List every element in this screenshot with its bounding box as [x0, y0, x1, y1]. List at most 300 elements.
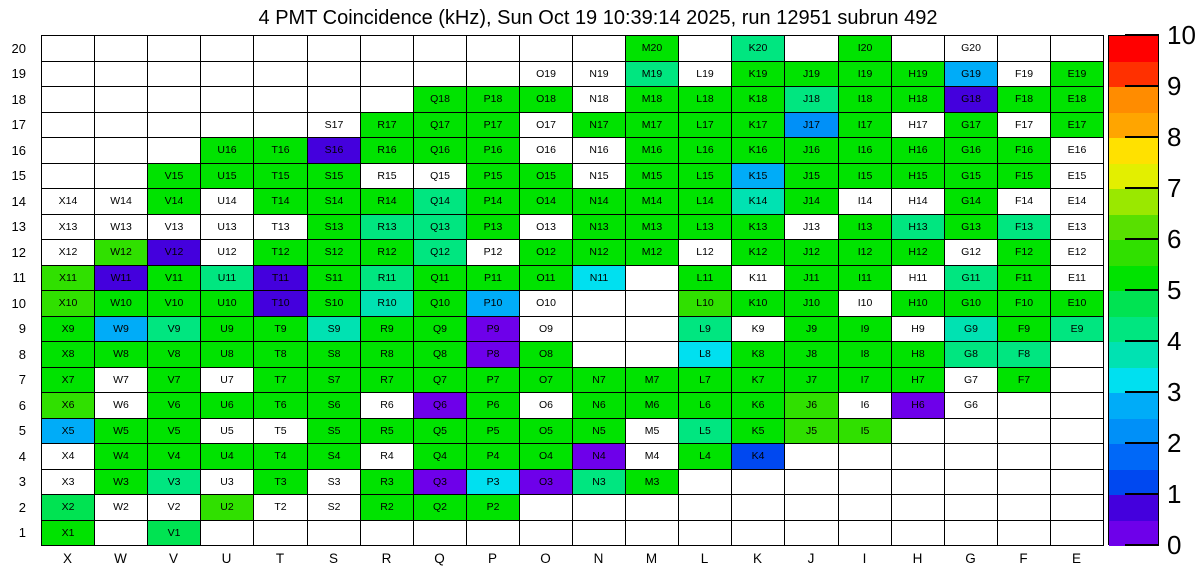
heatmap-cell-H14: H14	[891, 188, 945, 215]
heatmap-cell-empty	[94, 112, 148, 138]
heatmap-cell-L10: L10	[678, 290, 732, 317]
heatmap-cell-R3: R3	[360, 469, 414, 495]
colorbar-tick	[1125, 493, 1159, 495]
heatmap-cell-N3: N3	[572, 469, 626, 495]
heatmap-cell-empty	[360, 35, 414, 62]
heatmap-cell-T14: T14	[253, 188, 308, 215]
heatmap-cell-R8: R8	[360, 341, 414, 368]
x-axis-label: S	[328, 551, 338, 566]
heatmap-cell-X10: X10	[41, 290, 95, 317]
heatmap-cell-K9: K9	[731, 316, 785, 342]
heatmap-cell-F19: F19	[997, 61, 1051, 87]
heatmap-cell-Q2: Q2	[413, 494, 467, 521]
y-axis-label: 11	[12, 270, 26, 285]
colorbar-band	[1109, 317, 1158, 342]
heatmap-cell-empty	[307, 86, 361, 113]
heatmap-cell-T9: T9	[253, 316, 308, 342]
heatmap-cell-O16: O16	[519, 137, 573, 164]
heatmap-cell-empty	[572, 35, 626, 62]
heatmap-cell-L14: L14	[678, 188, 732, 215]
heatmap-cell-empty	[944, 520, 998, 546]
heatmap-cell-R4: R4	[360, 443, 414, 470]
heatmap-cell-empty	[307, 35, 361, 62]
heatmap-cell-G17: G17	[944, 112, 998, 138]
heatmap-cell-U6: U6	[200, 392, 254, 419]
x-axis-label: P	[487, 551, 497, 566]
heatmap-cell-S5: S5	[307, 418, 361, 444]
heatmap-cell-G13: G13	[944, 214, 998, 240]
heatmap-cell-F14: F14	[997, 188, 1051, 215]
heatmap-cell-S15: S15	[307, 163, 361, 189]
heatmap-cell-Q5: Q5	[413, 418, 467, 444]
heatmap-cell-V13: V13	[147, 214, 201, 240]
y-axis-label: 17	[11, 117, 26, 132]
heatmap-cell-V3: V3	[147, 469, 201, 495]
y-axis-label: 3	[18, 474, 26, 489]
heatmap-cell-G6: G6	[944, 392, 998, 419]
heatmap-cell-U15: U15	[200, 163, 254, 189]
heatmap-cell-P16: P16	[466, 137, 520, 164]
heatmap-cell-P10: P10	[466, 290, 520, 317]
heatmap-cell-I15: I15	[838, 163, 892, 189]
heatmap-cell-I20: I20	[838, 35, 892, 62]
heatmap-cell-empty	[997, 520, 1051, 546]
heatmap-cell-P3: P3	[466, 469, 520, 495]
heatmap-cell-T3: T3	[253, 469, 308, 495]
heatmap-cell-E12: E12	[1050, 239, 1104, 266]
heatmap-cell-U5: U5	[200, 418, 254, 444]
heatmap-cell-X13: X13	[41, 214, 95, 240]
y-axis-label: 4	[18, 448, 26, 464]
colorbar-tick	[1125, 238, 1159, 240]
heatmap-cell-empty	[360, 86, 414, 113]
heatmap-cell-V8: V8	[147, 341, 201, 368]
heatmap-cell-empty	[944, 494, 998, 521]
x-axis-label: K	[752, 551, 762, 566]
colorbar-tick-label: 4	[1167, 326, 1182, 356]
heatmap-cell-L11: L11	[678, 265, 732, 291]
heatmap-cell-Q13: Q13	[413, 214, 467, 240]
heatmap-cell-F16: F16	[997, 137, 1051, 164]
colorbar-band	[1109, 393, 1158, 419]
heatmap-cell-J18: J18	[784, 86, 839, 113]
heatmap-cell-R13: R13	[360, 214, 414, 240]
heatmap-cell-V11: V11	[147, 265, 201, 291]
x-axis-label: E	[1071, 551, 1081, 566]
heatmap-cell-empty	[1050, 494, 1104, 521]
heatmap-cell-K11: K11	[731, 265, 785, 291]
heatmap-cell-empty	[147, 86, 201, 113]
heatmap-cell-empty	[784, 469, 839, 495]
heatmap-cell-R17: R17	[360, 112, 414, 138]
heatmap-cell-empty	[253, 86, 308, 113]
colorbar-tick-label: 5	[1167, 275, 1182, 305]
y-axis-label: 14	[11, 193, 26, 209]
heatmap-cell-Q18: Q18	[413, 86, 467, 113]
heatmap-cell-X4: X4	[41, 443, 95, 470]
heatmap-cell-E10: E10	[1050, 290, 1104, 317]
heatmap-cell-N16: N16	[572, 137, 626, 164]
colorbar-band	[1109, 36, 1158, 62]
heatmap-cell-P5: P5	[466, 418, 520, 444]
heatmap-cell-F13: F13	[997, 214, 1051, 240]
heatmap-cell-M13: M13	[625, 214, 679, 240]
y-axis-label: 18	[11, 91, 26, 107]
heatmap-cell-empty	[94, 86, 148, 113]
heatmap-cell-empty	[1050, 520, 1104, 546]
y-axis-label: 15	[11, 168, 26, 183]
heatmap-cell-L12: L12	[678, 239, 732, 266]
heatmap-cell-Q7: Q7	[413, 367, 467, 393]
colorbar-band	[1109, 62, 1158, 87]
heatmap-cell-X1: X1	[41, 520, 95, 546]
heatmap-cell-empty	[625, 290, 679, 317]
heatmap-cell-V15: V15	[147, 163, 201, 189]
heatmap-cell-L6: L6	[678, 392, 732, 419]
heatmap-cell-empty	[1050, 418, 1104, 444]
heatmap-cell-S3: S3	[307, 469, 361, 495]
heatmap-cell-G19: G19	[944, 61, 998, 87]
heatmap-cell-empty	[1050, 367, 1104, 393]
heatmap-cell-G8: G8	[944, 341, 998, 368]
heatmap-cell-W4: W4	[94, 443, 148, 470]
colorbar-tick-label: 8	[1167, 122, 1182, 152]
heatmap-cell-E11: E11	[1050, 265, 1104, 291]
heatmap-cell-empty	[94, 163, 148, 189]
heatmap-cell-L16: L16	[678, 137, 732, 164]
heatmap-cell-K17: K17	[731, 112, 785, 138]
heatmap-cell-T11: T11	[253, 265, 308, 291]
heatmap-cell-V7: V7	[147, 367, 201, 393]
heatmap-cell-H7: H7	[891, 367, 945, 393]
heatmap-cell-V10: V10	[147, 290, 201, 317]
heatmap-cell-K10: K10	[731, 290, 785, 317]
colorbar-band	[1109, 240, 1158, 266]
heatmap-cell-O3: O3	[519, 469, 573, 495]
heatmap-cell-P17: P17	[466, 112, 520, 138]
heatmap-cell-W9: W9	[94, 316, 148, 342]
y-axis-label: 12	[11, 244, 26, 260]
x-axis-label: R	[381, 551, 392, 566]
heatmap-cell-X11: X11	[41, 265, 95, 291]
heatmap-cell-Q10: Q10	[413, 290, 467, 317]
y-axis-label: 19	[11, 66, 26, 81]
heatmap-cell-H13: H13	[891, 214, 945, 240]
heatmap-cell-V4: V4	[147, 443, 201, 470]
heatmap-cell-S13: S13	[307, 214, 361, 240]
colorbar-band	[1109, 189, 1158, 215]
heatmap-cell-M15: M15	[625, 163, 679, 189]
heatmap-cell-empty	[784, 494, 839, 521]
heatmap-cell-I16: I16	[838, 137, 892, 164]
y-axis-label: 2	[18, 499, 26, 515]
y-axis-label: 9	[18, 321, 26, 336]
heatmap-cell-J10: J10	[784, 290, 839, 317]
heatmap-cell-H6: H6	[891, 392, 945, 419]
heatmap-cell-V6: V6	[147, 392, 201, 419]
heatmap-cell-P6: P6	[466, 392, 520, 419]
heatmap-cell-empty	[360, 61, 414, 87]
x-axis-label: L	[700, 551, 709, 566]
colorbar-band	[1109, 419, 1158, 444]
heatmap-cell-N17: N17	[572, 112, 626, 138]
heatmap-cell-I17: I17	[838, 112, 892, 138]
heatmap-cell-G12: G12	[944, 239, 998, 266]
heatmap-cell-empty	[891, 469, 945, 495]
heatmap-cell-M20: M20	[625, 35, 679, 62]
heatmap-cell-W2: W2	[94, 494, 148, 521]
heatmap-cell-Q14: Q14	[413, 188, 467, 215]
colorbar-tick	[1125, 340, 1159, 342]
heatmap-cell-M19: M19	[625, 61, 679, 87]
heatmap-cell-O12: O12	[519, 239, 573, 266]
heatmap-cell-empty	[1050, 341, 1104, 368]
heatmap-cell-K16: K16	[731, 137, 785, 164]
heatmap-cell-M7: M7	[625, 367, 679, 393]
heatmap-cell-I14: I14	[838, 188, 892, 215]
heatmap-cell-N19: N19	[572, 61, 626, 87]
heatmap-cell-H11: H11	[891, 265, 945, 291]
colorbar-band	[1109, 87, 1158, 113]
heatmap-cell-O9: O9	[519, 316, 573, 342]
heatmap-cell-empty	[41, 112, 95, 138]
colorbar-tick-label: 0	[1167, 530, 1182, 560]
x-axis-label: J	[807, 551, 815, 566]
heatmap-cell-P12: P12	[466, 239, 520, 266]
heatmap-cell-V9: V9	[147, 316, 201, 342]
heatmap-cell-R12: R12	[360, 239, 414, 266]
heatmap-cell-U10: U10	[200, 290, 254, 317]
heatmap-cell-M16: M16	[625, 137, 679, 164]
heatmap-cell-W8: W8	[94, 341, 148, 368]
heatmap-cell-X5: X5	[41, 418, 95, 444]
heatmap-cell-J12: J12	[784, 239, 839, 266]
heatmap-cell-O7: O7	[519, 367, 573, 393]
colorbar-tick-label: 7	[1167, 173, 1182, 203]
x-axis-label: F	[1019, 551, 1028, 566]
heatmap-cell-L19: L19	[678, 61, 732, 87]
heatmap-cell-K7: K7	[731, 367, 785, 393]
heatmap-cell-U7: U7	[200, 367, 254, 393]
heatmap-cell-H8: H8	[891, 341, 945, 368]
heatmap-cell-I9: I9	[838, 316, 892, 342]
heatmap-cell-H12: H12	[891, 239, 945, 266]
y-axis-label: 10	[11, 295, 26, 311]
heatmap-cell-E19: E19	[1050, 61, 1104, 87]
heatmap-cell-J15: J15	[784, 163, 839, 189]
heatmap-cell-O10: O10	[519, 290, 573, 317]
heatmap-cell-U13: U13	[200, 214, 254, 240]
heatmap-cell-empty	[891, 494, 945, 521]
heatmap-cell-P8: P8	[466, 341, 520, 368]
x-axis-label: Q	[434, 551, 445, 566]
heatmap-cell-empty	[784, 443, 839, 470]
heatmap-cell-empty	[572, 520, 626, 546]
colorbar-band	[1109, 266, 1158, 291]
heatmap-cell-empty	[997, 392, 1051, 419]
heatmap-cell-G18: G18	[944, 86, 998, 113]
heatmap-cell-N13: N13	[572, 214, 626, 240]
heatmap-cell-G20: G20	[944, 35, 998, 62]
heatmap-cell-J11: J11	[784, 265, 839, 291]
y-axis-label: 8	[18, 346, 26, 362]
heatmap-cell-J7: J7	[784, 367, 839, 393]
x-axis-label: I	[862, 551, 867, 566]
heatmap-cell-E13: E13	[1050, 214, 1104, 240]
heatmap-cell-U14: U14	[200, 188, 254, 215]
heatmap-cell-empty	[625, 265, 679, 291]
heatmap-cell-empty	[519, 35, 573, 62]
colorbar-tick	[1125, 544, 1159, 546]
heatmap-cell-T8: T8	[253, 341, 308, 368]
heatmap-cell-Q11: Q11	[413, 265, 467, 291]
heatmap-cell-empty	[41, 137, 95, 164]
x-axis-label: O	[540, 551, 551, 566]
colorbar-band	[1109, 342, 1158, 368]
heatmap-cell-W11: W11	[94, 265, 148, 291]
heatmap-cell-M14: M14	[625, 188, 679, 215]
heatmap-cell-empty	[731, 520, 785, 546]
heatmap-cell-empty	[519, 494, 573, 521]
heatmap-cell-T16: T16	[253, 137, 308, 164]
heatmap-cell-S9: S9	[307, 316, 361, 342]
heatmap-cell-F9: F9	[997, 316, 1051, 342]
heatmap-cell-empty	[784, 520, 839, 546]
colorbar-band	[1109, 521, 1158, 546]
heatmap-cell-R7: R7	[360, 367, 414, 393]
heatmap-cell-T2: T2	[253, 494, 308, 521]
heatmap-cell-empty	[200, 61, 254, 87]
heatmap-cell-empty	[41, 86, 95, 113]
x-axis-label: W	[114, 551, 127, 566]
heatmap-cell-empty	[572, 290, 626, 317]
heatmap-cell-K19: K19	[731, 61, 785, 87]
heatmap-cell-J14: J14	[784, 188, 839, 215]
heatmap-cell-Q8: Q8	[413, 341, 467, 368]
heatmap-cell-O6: O6	[519, 392, 573, 419]
colorbar-band	[1109, 113, 1158, 138]
y-axis-label: 7	[18, 372, 26, 387]
colorbar-band	[1109, 470, 1158, 495]
heatmap-cell-empty	[997, 494, 1051, 521]
heatmap-cell-empty	[200, 520, 254, 546]
colorbar-band	[1109, 291, 1158, 317]
colorbar-tick	[1125, 289, 1159, 291]
heatmap-cell-L8: L8	[678, 341, 732, 368]
heatmap-cell-F15: F15	[997, 163, 1051, 189]
heatmap-cell-T4: T4	[253, 443, 308, 470]
heatmap-cell-I18: I18	[838, 86, 892, 113]
heatmap-cell-R14: R14	[360, 188, 414, 215]
heatmap-cell-W10: W10	[94, 290, 148, 317]
heatmap-cell-S2: S2	[307, 494, 361, 521]
heatmap-cell-empty	[572, 494, 626, 521]
heatmap-cell-Q15: Q15	[413, 163, 467, 189]
heatmap-cell-empty	[678, 35, 732, 62]
heatmap-cell-N12: N12	[572, 239, 626, 266]
heatmap-cell-P4: P4	[466, 443, 520, 470]
heatmap-cell-X7: X7	[41, 367, 95, 393]
x-axis-label: G	[965, 551, 976, 566]
heatmap-cell-I13: I13	[838, 214, 892, 240]
heatmap-cell-E15: E15	[1050, 163, 1104, 189]
heatmap-cell-empty	[731, 469, 785, 495]
heatmap-cell-Q17: Q17	[413, 112, 467, 138]
heatmap-cell-F12: F12	[997, 239, 1051, 266]
heatmap-cell-empty	[891, 418, 945, 444]
heatmap-cell-empty	[891, 520, 945, 546]
heatmap-cell-P13: P13	[466, 214, 520, 240]
heatmap-cell-empty	[678, 469, 732, 495]
heatmap-cell-P11: P11	[466, 265, 520, 291]
heatmap-cell-Q3: Q3	[413, 469, 467, 495]
heatmap-cell-empty	[784, 35, 839, 62]
heatmap-cell-empty	[413, 520, 467, 546]
heatmap-cell-M18: M18	[625, 86, 679, 113]
heatmap-cell-F7: F7	[997, 367, 1051, 393]
heatmap-cell-R16: R16	[360, 137, 414, 164]
colorbar-band	[1109, 444, 1158, 470]
colorbar-tick	[1125, 34, 1159, 36]
heatmap-cell-P2: P2	[466, 494, 520, 521]
heatmap-cell-R6: R6	[360, 392, 414, 419]
heatmap-cell-S14: S14	[307, 188, 361, 215]
heatmap-cell-N18: N18	[572, 86, 626, 113]
heatmap-cell-T5: T5	[253, 418, 308, 444]
heatmap-cell-empty	[147, 112, 201, 138]
heatmap-cell-K13: K13	[731, 214, 785, 240]
colorbar-tick-label: 10	[1167, 20, 1196, 50]
heatmap-cell-empty	[360, 520, 414, 546]
heatmap-cell-N5: N5	[572, 418, 626, 444]
heatmap-cell-Q12: Q12	[413, 239, 467, 266]
heatmap-cell-Q16: Q16	[413, 137, 467, 164]
heatmap-cell-J13: J13	[784, 214, 839, 240]
heatmap-cell-P9: P9	[466, 316, 520, 342]
heatmap-cell-S10: S10	[307, 290, 361, 317]
colorbar-tick	[1125, 85, 1159, 87]
heatmap-cell-empty	[413, 35, 467, 62]
heatmap-cell-O15: O15	[519, 163, 573, 189]
colorbar-tick-label: 9	[1167, 71, 1182, 101]
heatmap-cell-empty	[838, 494, 892, 521]
colorbar-band	[1109, 215, 1158, 240]
heatmap-cell-G11: G11	[944, 265, 998, 291]
heatmap-cell-E9: E9	[1050, 316, 1104, 342]
heatmap-cell-G14: G14	[944, 188, 998, 215]
y-axis-label: 5	[18, 423, 26, 438]
heatmap-cell-empty	[200, 35, 254, 62]
heatmap-cell-empty	[997, 418, 1051, 444]
heatmap-cell-S7: S7	[307, 367, 361, 393]
heatmap-cell-M5: M5	[625, 418, 679, 444]
heatmap-cell-empty	[41, 35, 95, 62]
heatmap-cell-R5: R5	[360, 418, 414, 444]
heatmap-cell-W3: W3	[94, 469, 148, 495]
heatmap-cell-G9: G9	[944, 316, 998, 342]
heatmap-cell-W7: W7	[94, 367, 148, 393]
heatmap-cell-X3: X3	[41, 469, 95, 495]
heatmap-cell-L18: L18	[678, 86, 732, 113]
heatmap-cell-E17: E17	[1050, 112, 1104, 138]
heatmap-cell-empty	[678, 520, 732, 546]
y-axis-label: 6	[18, 397, 26, 413]
heatmap-cell-K4: K4	[731, 443, 785, 470]
heatmap-cell-empty	[944, 418, 998, 444]
heatmap-cell-empty	[944, 443, 998, 470]
heatmap-cell-V12: V12	[147, 239, 201, 266]
heatmap-cell-empty	[625, 520, 679, 546]
